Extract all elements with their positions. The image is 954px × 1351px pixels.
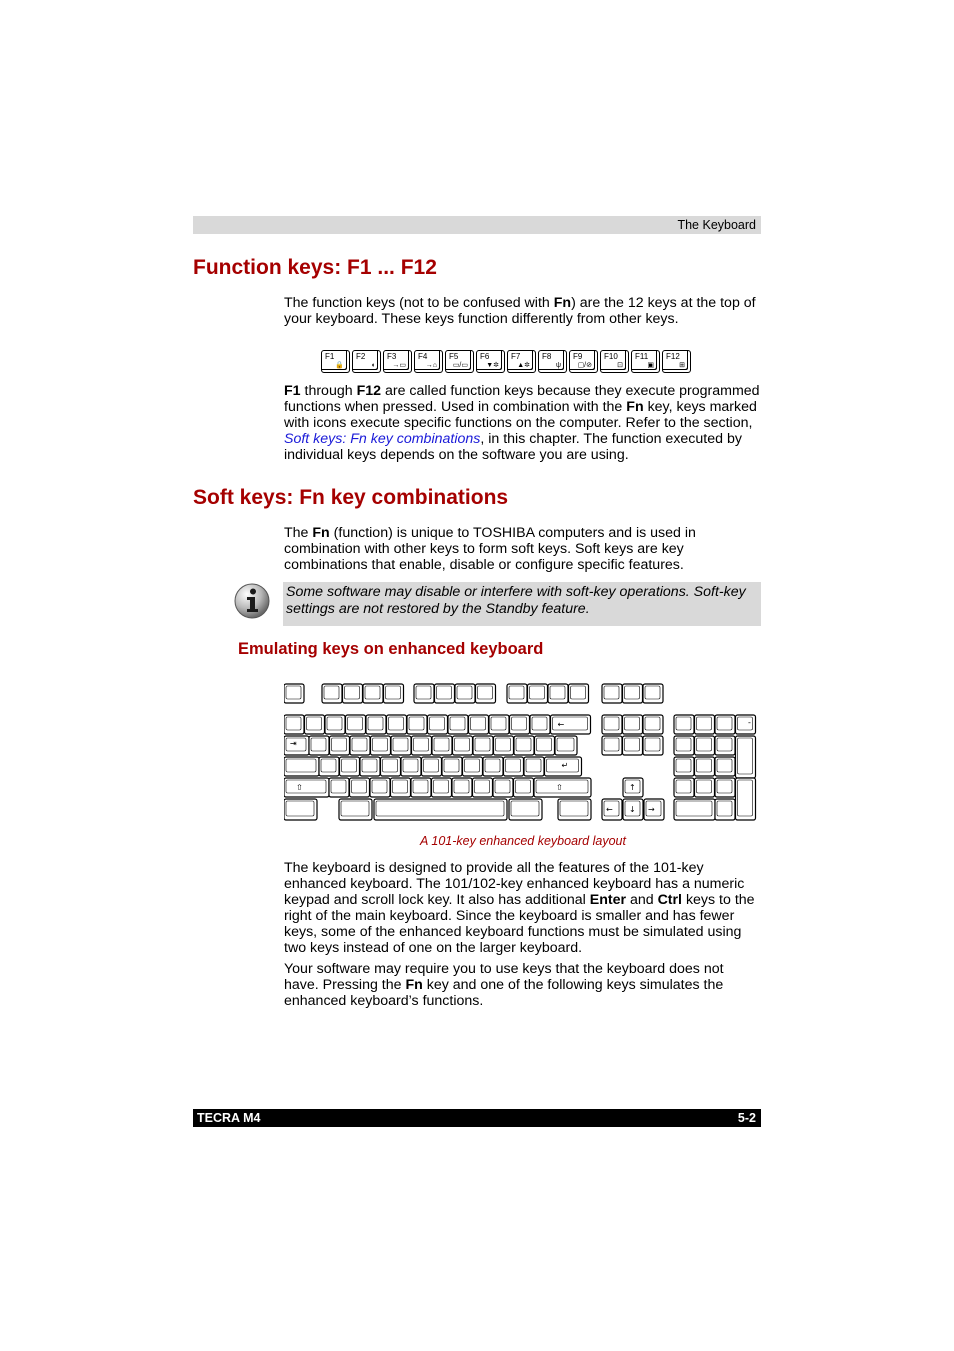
- function-key-f11: [631, 350, 660, 373]
- emulating-software-note: Your software may require you to use keys that the keyboard does not have. Pressing the Fn key and one of the following keys simulates the enhanced keyboard’s functions.: [284, 961, 724, 1009]
- figure-caption: A 101-key enhanced keyboard layout: [420, 834, 626, 848]
- function-key-f6: [476, 350, 505, 373]
- function-key-f1: [321, 350, 350, 373]
- key-arrow-icon: →: [648, 805, 655, 814]
- hibernate-icon: →⌂: [425, 362, 437, 369]
- space-bar: [374, 799, 507, 820]
- keyboard-key: [442, 757, 462, 776]
- keyboard-key: [407, 715, 427, 734]
- function-key: [414, 684, 434, 703]
- soft-keys-heading: Soft keys: Fn key combinations: [193, 486, 509, 509]
- function-key-label: F10: [604, 352, 618, 361]
- keyboard-key: [432, 778, 452, 797]
- function-key-row: [321, 350, 691, 373]
- function-key-f9: [569, 350, 598, 373]
- function-key: [435, 684, 455, 703]
- keyboard-key: [504, 757, 524, 776]
- page-footer: [193, 1109, 761, 1127]
- display-switch-icon: ▭/▭: [452, 362, 468, 369]
- keyboard-key: [524, 757, 544, 776]
- numpad-zero-key: [674, 799, 715, 820]
- keyboard-key: [346, 715, 366, 734]
- keyboard-key: [483, 757, 503, 776]
- navigation-key: [602, 715, 622, 734]
- function-key-label: F11: [635, 352, 649, 361]
- numpad-key: [674, 736, 694, 755]
- function-key-label: F5: [449, 352, 459, 361]
- keyboard-key: [305, 715, 325, 734]
- keyboard-key: [469, 715, 489, 734]
- function-key-label: F9: [573, 352, 583, 361]
- wireless-icon: ψ: [556, 362, 561, 369]
- keyboard-key: [411, 778, 431, 797]
- keyboard-key: [530, 715, 550, 734]
- soft-keys-description: The Fn (function) is unique to TOSHIBA computers and is used in combination with other keys to form soft keys. Soft keys are key combinations that enable, disable or configure specific features.: [284, 525, 696, 573]
- footer-model: TECRA M4: [197, 1111, 261, 1125]
- function-key: [507, 684, 527, 703]
- keyboard-key: [325, 715, 345, 734]
- keyboard-key: [448, 715, 468, 734]
- navigation-key: [623, 715, 643, 734]
- numpad-key: [695, 736, 715, 755]
- soft-keys-link[interactable]: Soft keys: Fn key combinations: [284, 431, 481, 447]
- keyboard-key: [535, 736, 555, 755]
- emulating-keys-heading: Emulating keys on enhanced keyboard: [238, 640, 544, 658]
- keyboard-key: [463, 757, 483, 776]
- numpad-decimal-key: [715, 799, 735, 820]
- function-key: [476, 684, 496, 703]
- ctrl-key: [558, 799, 591, 820]
- key-arrow-icon: ←: [606, 805, 613, 814]
- function-key-f10: [600, 350, 629, 373]
- function-key: [528, 684, 548, 703]
- keyboard-layout-diagram: [284, 682, 758, 822]
- keyboard-key: [493, 778, 513, 797]
- numpad-key: [695, 757, 715, 776]
- function-key-label: F3: [387, 352, 397, 361]
- header-section-title: The Keyboard: [677, 218, 756, 232]
- keyboard-key: [401, 757, 421, 776]
- keyboard-key: [391, 736, 411, 755]
- function-key-f12: [662, 350, 691, 373]
- keyboard-key: [371, 736, 391, 755]
- scroll-lock-icon: ⊞: [679, 362, 685, 369]
- navigation-key: [602, 736, 622, 755]
- info-icon: [233, 582, 271, 620]
- keyboard-key: [489, 715, 509, 734]
- running-header: [193, 216, 761, 234]
- keyboard-key: [412, 736, 432, 755]
- function-keys-intro: The function keys (not to be confused with Fn) are the 12 keys at the top of your keyboard. These keys function differently from other keys.: [284, 295, 756, 327]
- keyboard-key: [381, 757, 401, 776]
- caps-lock-key: [284, 757, 319, 776]
- backslash-key: [555, 736, 577, 755]
- keyboard-key: [391, 778, 411, 797]
- footer-page-number: 5-2: [737, 1111, 756, 1125]
- keyboard-key: [428, 715, 448, 734]
- keyboard-key: [350, 736, 370, 755]
- key-arrow-icon: ↓: [629, 805, 636, 814]
- numeric-mode-icon: ▣: [647, 362, 654, 369]
- numpad-key: [715, 715, 735, 734]
- keyboard-key: [514, 778, 534, 797]
- alt-key: [339, 799, 372, 820]
- keyboard-key: [494, 736, 514, 755]
- numpad-plus-key: [736, 736, 756, 778]
- keyboard-key: [387, 715, 407, 734]
- function-key: [363, 684, 383, 703]
- keyboard-key: [453, 736, 473, 755]
- function-key: [322, 684, 342, 703]
- numpad-key: [674, 715, 694, 734]
- keyboard-key: [360, 757, 380, 776]
- keyboard-key: [366, 715, 386, 734]
- power-plan-icon: ◖: [370, 362, 375, 369]
- alt-key: [509, 799, 542, 820]
- function-key-label: F4: [418, 352, 428, 361]
- function-key-f3: [383, 350, 412, 373]
- left-shift-key: [284, 778, 329, 797]
- note-text: Some software may disable or interfere with soft-key operations. Soft-key settings are not restored by the Standby feature.: [286, 584, 746, 617]
- key-arrow-icon: ⇧: [556, 783, 563, 792]
- keyboard-key: [350, 778, 370, 797]
- ctrl-key: [284, 799, 317, 820]
- emulating-description: The keyboard is designed to provide all the features of the 101-key enhanced keyboard. The 101/102-key enhanced keyboard has a numeric keypad and scroll lock key. It also has additional Enter and Ctrl keys to the right of the main keyboard. Since the keyboard is smaller and has fewer keys, some of the enhanced keyboard functions must be simulated using two keys instead of one on the larger keyboard.: [284, 860, 755, 956]
- print-scroll-pause-key: [623, 684, 643, 703]
- keyboard-key: [284, 715, 304, 734]
- arrow-mode-icon: ⊡: [617, 362, 623, 369]
- keyboard-key: [319, 757, 339, 776]
- numpad-enter-key: [736, 778, 756, 820]
- touchpad-icon: ▢/⊘: [577, 362, 592, 369]
- navigation-key: [643, 736, 663, 755]
- key-arrow-icon: ↵: [561, 761, 569, 770]
- numpad-key: [715, 736, 735, 755]
- keyboard-key: [329, 778, 349, 797]
- function-key: [343, 684, 363, 703]
- print-scroll-pause-key: [602, 684, 622, 703]
- function-key-label: F7: [511, 352, 521, 361]
- keyboard-key: [432, 736, 452, 755]
- keyboard-key: [473, 778, 493, 797]
- standby-icon: →▭: [392, 362, 406, 369]
- brightness-up-icon: ▲✲: [517, 362, 530, 369]
- key-arrow-icon: ←: [557, 720, 565, 729]
- brightness-down-icon: ▼✲: [486, 362, 499, 369]
- numpad-key: [674, 778, 694, 797]
- function-key-label: F8: [542, 352, 552, 361]
- numpad-key: [695, 715, 715, 734]
- function-key-f4: [414, 350, 443, 373]
- function-key: [384, 684, 404, 703]
- function-key-f5: [445, 350, 474, 373]
- keyboard-key: [452, 778, 472, 797]
- function-key-f2: [352, 350, 381, 373]
- numpad-key: [695, 778, 715, 797]
- numpad-key: [715, 778, 735, 797]
- keyboard-key: [370, 778, 390, 797]
- key-arrow-icon: ⇥: [290, 739, 297, 748]
- function-key: [455, 684, 475, 703]
- keyboard-key: [309, 736, 329, 755]
- navigation-key: [623, 736, 643, 755]
- key-arrow-icon: -: [748, 718, 751, 727]
- function-key-f8: [538, 350, 567, 373]
- function-keys-heading: Function keys: F1 ... F12: [193, 256, 437, 279]
- function-key-f7: [507, 350, 536, 373]
- function-key-label: F6: [480, 352, 490, 361]
- function-keys-description: F1 through F12 are called function keys because they execute programmed functions when pressed. Used in combination with the Fn key, keys marked with icons execute specific functions on the computer. Refer to the section, Soft keys: Fn key combinations, in this chapter. The function executed by individual keys depends on the software you are using.: [284, 383, 760, 463]
- keyboard-key: [422, 757, 442, 776]
- key-arrow-icon: ↑: [629, 783, 636, 792]
- function-key: [569, 684, 589, 703]
- keyboard-key: [514, 736, 534, 755]
- function-key: [548, 684, 568, 703]
- lock-icon: 🔒: [335, 362, 344, 369]
- numpad-key: [715, 757, 735, 776]
- esc-key: [284, 684, 304, 703]
- print-scroll-pause-key: [643, 684, 663, 703]
- note-box: [283, 582, 761, 626]
- key-arrow-icon: ⇧: [296, 783, 303, 792]
- backspace-key: [551, 715, 591, 734]
- function-key-label: F12: [666, 352, 680, 361]
- function-key-label: F1: [325, 352, 335, 361]
- numpad-key: [736, 715, 756, 734]
- keyboard-key: [330, 736, 350, 755]
- function-key-label: F2: [356, 352, 366, 361]
- keyboard-key: [340, 757, 360, 776]
- keyboard-key: [473, 736, 493, 755]
- numpad-key: [674, 757, 694, 776]
- navigation-key: [643, 715, 663, 734]
- keyboard-key: [510, 715, 530, 734]
